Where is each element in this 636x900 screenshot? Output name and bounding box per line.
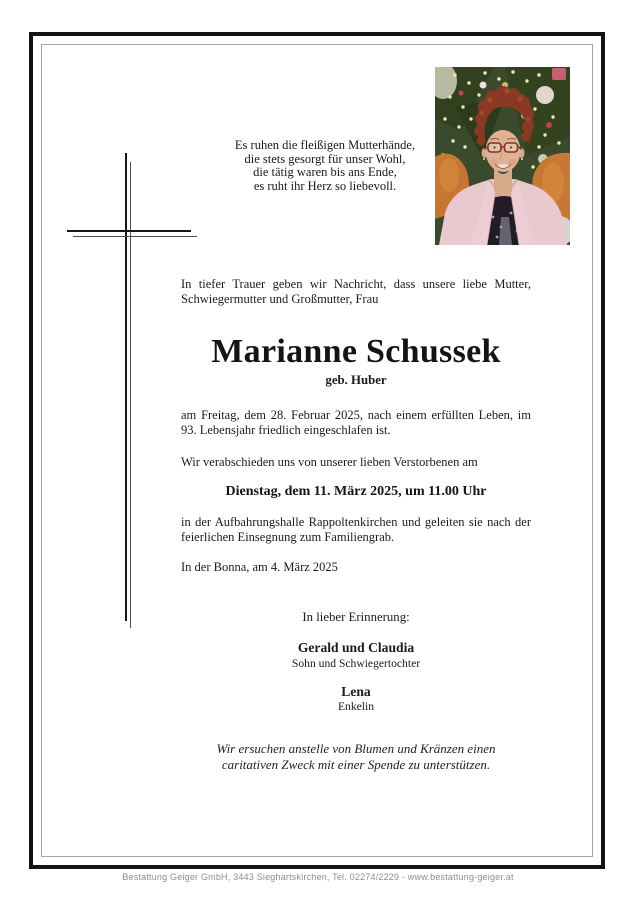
announcement-intro [181, 277, 531, 307]
deceased-name: Marianne Schussek [211, 333, 501, 370]
mourner-names: Lena [341, 684, 371, 699]
portrait-photo-illustration [435, 67, 570, 245]
ceremony-location [181, 515, 531, 545]
location-line: in der Aufbahrungshalle Rappoltenkirchen und geleiten sie nach der [181, 515, 531, 529]
mourner-relation: Enkelin [337, 700, 375, 713]
cross-horizontal-line [67, 230, 191, 232]
poem-line: es ruht ihr Herz so liebevoll. [253, 178, 397, 193]
place-dateline: In der Bonna, am 4. März 2025 [181, 560, 338, 574]
mourner-names: Gerald und Claudia [297, 640, 415, 655]
ceremony-datetime: Dienstag, dem 11. März 2025, um 11.00 Uhr [225, 484, 487, 499]
death-notice [181, 408, 531, 438]
death-line: am Freitag, dem 28. Februar 2025, nach einem erfüllten Leben, im [181, 408, 531, 422]
funeral-home-footer: Bestattung Geiger GmbH, 3443 Sieghartskirchen, Tel. 02274/2229 - www.bestattung-geiger.at [122, 872, 514, 882]
intro-line: Schwiegermutter und Großmutter, Frau [181, 292, 379, 306]
donation-line: Wir ersuchen anstelle von Blumen und Kränzen einen [216, 741, 496, 756]
deceased-birth-name: geb. Huber [325, 373, 387, 387]
memorial-poem [205, 139, 445, 193]
remembrance-heading: In lieber Erinnerung: [302, 610, 410, 624]
farewell-line: Wir verabschieden uns von unserer lieben Verstorbenen am [181, 455, 478, 469]
poem-line: die tätig waren bis ans Ende, [253, 165, 397, 180]
mourner-relation: Sohn und Schwiegertochter [291, 657, 421, 670]
location-line: feierlichen Einsegnung zum Familiengrab. [181, 530, 395, 544]
portrait-photo [435, 67, 570, 245]
death-line: 93. Lebensjahr friedlich eingeschlafen ist. [181, 423, 391, 437]
donation-note [181, 741, 531, 772]
cross-vertical-line [125, 153, 127, 621]
poem-line: die stets gesorgt für unser Wohl, [244, 151, 406, 166]
donation-line: caritativen Zweck mit einer Spende zu unterstützen. [221, 756, 491, 772]
cross-horizontal-shadow-line [73, 236, 197, 237]
poem-line: Es ruhen die fleißigen Mutterhände, [234, 138, 416, 152]
intro-line: In tiefer Trauer geben wir Nachricht, dass unsere liebe Mutter, [181, 277, 531, 291]
